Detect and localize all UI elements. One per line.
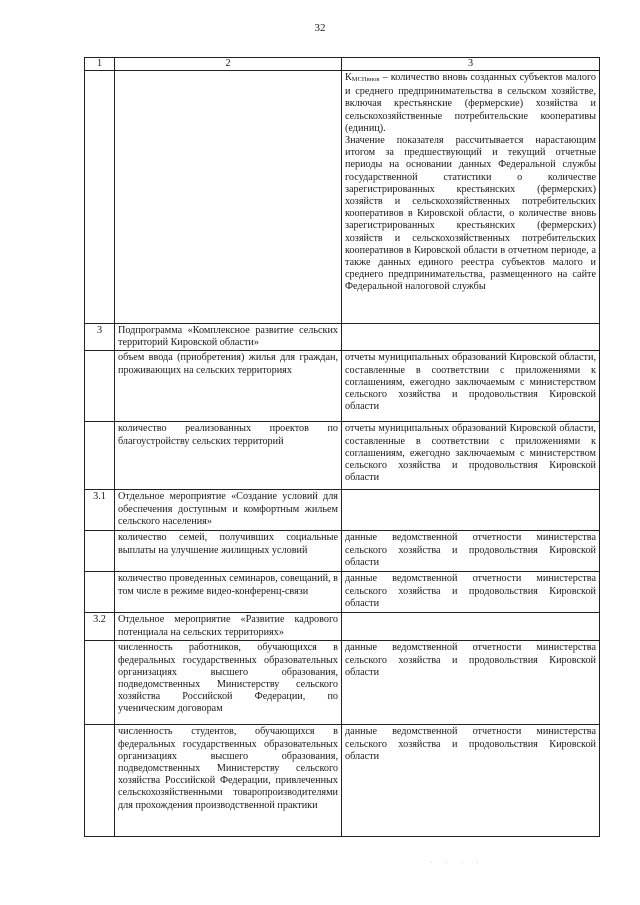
table-header-row [85, 58, 600, 71]
table-row [85, 531, 600, 572]
table-row [85, 422, 600, 490]
page-number: 32 [314, 22, 326, 34]
scan-artifact: · · · · [430, 860, 485, 866]
row-number: 3 [85, 324, 115, 351]
row-number [85, 531, 115, 572]
formula-paragraph [345, 72, 596, 135]
formula-description: – количество вновь созданных субъектов малого и среднего предпринимательства в сельском хозяйстве, включая крестьянские (фермерские) хозяйства и сельскохозяйственные потребительские кооперативы (единиц). [345, 72, 596, 134]
row-number [85, 351, 115, 422]
table-row [85, 71, 600, 324]
table-row [85, 572, 600, 613]
indicator-cell: численность работников, обучающихся в федеральных государственных образовательных организациях высшего образования, подведомственных Министерству сельского хозяйства Российской Федерации, по ученическим договорам [115, 641, 342, 725]
calculation-paragraph: Значение показателя рассчитывается нарастающим итогом за предшествующий и текущий отчетные периоды на основании данных Федеральной службы государственной статистики о количестве зарегистрированных крестьянских (фермерских) хозяйств и сельскохозяйственных потребительских кооперативов в Кировской области, о количестве вновь зарегистрированных крестьянских (фермерских) хозяйств и сельскохозяйственных потребительских кооперативов в Кировской области в отчетном периоде, а также данных единого реестра субъектов малого и среднего предпринимательства, размещенного на сайте Федеральной налоговой службы [345, 135, 596, 293]
table-row [85, 351, 600, 422]
row-number [85, 422, 115, 490]
row-number: 3.2 [85, 613, 115, 641]
source-cell [342, 490, 600, 531]
column-header-3: 3 [342, 58, 600, 71]
source-cell: отчеты муниципальных образований Кировской области, составленные в соответствии с приложениями к соглашениям, ежегодно заключаемым с министерством сельского хозяйства и продовольствия Кировской области [342, 351, 600, 422]
row-number [85, 71, 115, 324]
row-number [85, 725, 115, 837]
column-header-1: 1 [85, 58, 115, 71]
indicator-cell: количество проведенных семинаров, совещаний, в том числе в режиме видео-конференц-связи [115, 572, 342, 613]
indicator-cell: количество семей, получивших социальные выплаты на улучшение жилищных условий [115, 531, 342, 572]
table-row [85, 725, 600, 837]
source-cell: данные ведомственной отчетности министерства сельского хозяйства и продовольствия Кировской области [342, 725, 600, 837]
source-cell [342, 71, 600, 324]
formula-variable: К [345, 72, 352, 83]
source-cell: данные ведомственной отчетности министерства сельского хозяйства и продовольствия Кировской области [342, 572, 600, 613]
source-cell: данные ведомственной отчетности министерства сельского хозяйства и продовольствия Кировской области [342, 641, 600, 725]
indicator-cell: объем ввода (приобретения) жилья для граждан, проживающих на сельских территориях [115, 351, 342, 422]
row-number [85, 641, 115, 725]
table-row [85, 324, 600, 351]
source-cell [342, 324, 600, 351]
row-number: 3.1 [85, 490, 115, 531]
source-cell: данные ведомственной отчетности министерства сельского хозяйства и продовольствия Кировской области [342, 531, 600, 572]
column-header-2: 2 [115, 58, 342, 71]
source-cell [342, 613, 600, 641]
table-row [85, 490, 600, 531]
indicator-cell [115, 71, 342, 324]
indicator-cell: количество реализованных проектов по благоустройству сельских территорий [115, 422, 342, 490]
source-cell: отчеты муниципальных образований Кировской области, составленные в соответствии с приложениями к соглашениям, ежегодно заключаемым с министерством сельского хозяйства и продовольствия Кировской области [342, 422, 600, 490]
table-row [85, 613, 600, 641]
indicator-cell: Подпрограмма «Комплексное развитие сельских территорий Кировской области» [115, 324, 342, 351]
formula-subscript: МСПвнов [351, 76, 380, 83]
indicators-table [84, 57, 600, 837]
row-number [85, 572, 115, 613]
indicator-cell: Отдельное мероприятие «Создание условий для обеспечения доступным и комфортным жильем сельского населения» [115, 490, 342, 531]
indicator-cell: численность студентов, обучающихся в федеральных государственных образовательных организациях высшего образования, подведомственных Министерству сельского хозяйства Российской Федерации, привлеченных сельскохозяйственными товаропроизводителями для прохождения производственной практики [115, 725, 342, 837]
indicator-cell: Отдельное мероприятие «Развитие кадрового потенциала на сельских территориях» [115, 613, 342, 641]
table-row [85, 641, 600, 725]
